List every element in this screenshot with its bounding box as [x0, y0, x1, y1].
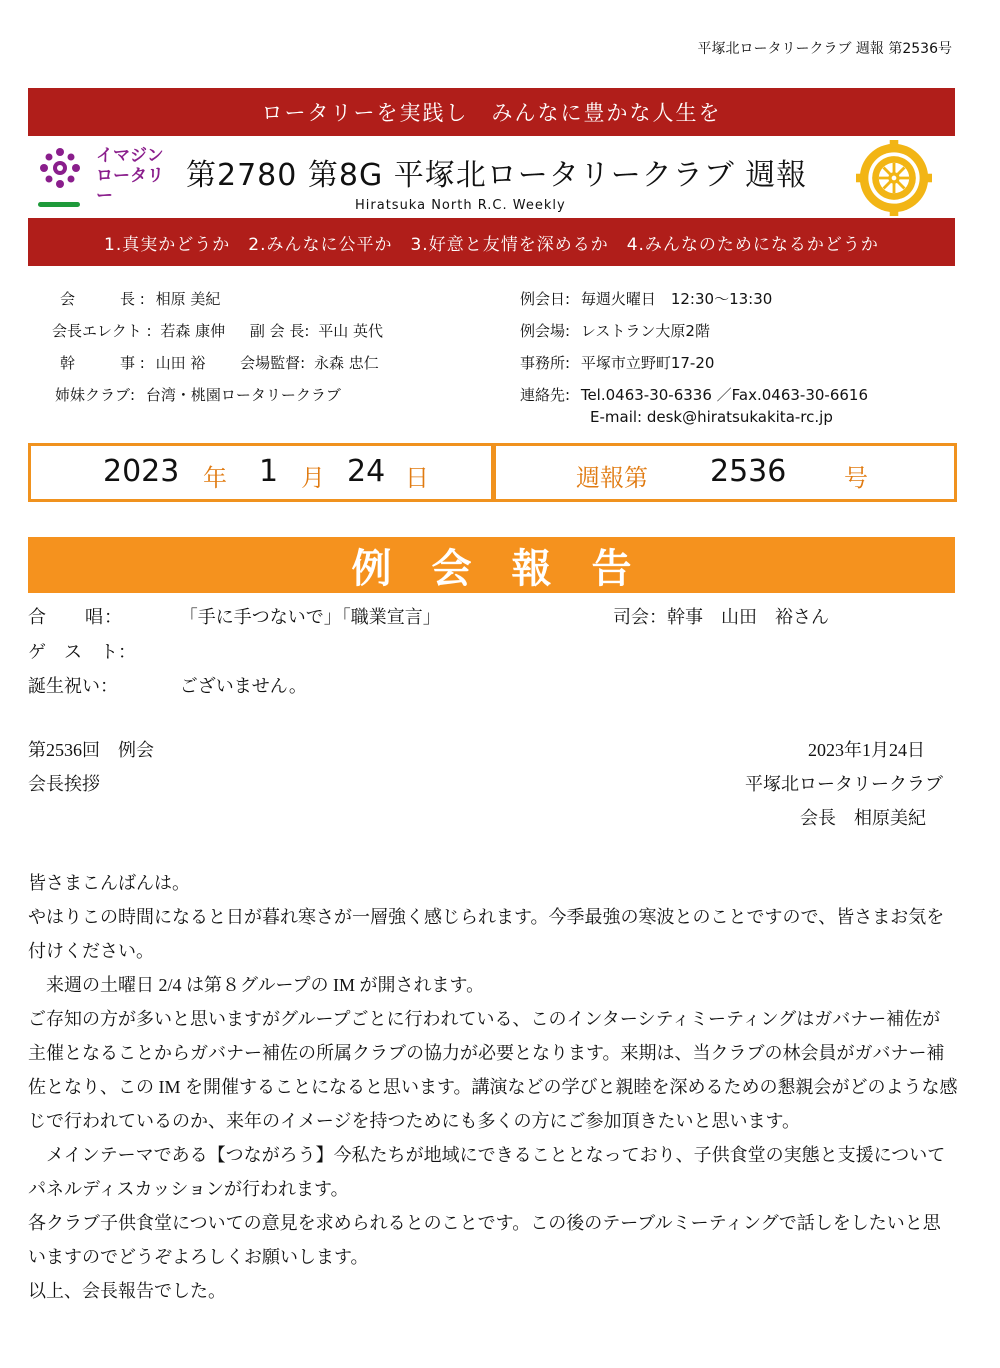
issue-day: 24 — [347, 454, 386, 489]
meeting-number: 第2536回 例会 — [28, 740, 154, 760]
officer-elect — [52, 320, 383, 341]
meeting-day — [520, 288, 772, 309]
issue-year-unit: 年 — [203, 464, 227, 492]
officer-sister-club — [55, 384, 341, 405]
birthday-row — [28, 672, 307, 698]
meeting-label: 連絡先: — [520, 386, 571, 404]
issue-number-label: 週報第 — [576, 464, 648, 492]
meeting-value: レストラン大原2階 — [580, 322, 710, 340]
greeting-paragraph: やはりこの時間になると日が暮れ寒さが一層強く感じられます。今季最強の寒波とのことですので、皆さまお気を付けください。 — [28, 907, 945, 961]
officer-label: 姉妹クラブ: — [55, 386, 136, 404]
greeting-title: 会長挨拶 — [28, 774, 100, 794]
four-way-test-band — [28, 218, 955, 266]
meeting-venue — [520, 320, 710, 341]
issue-header-text: 平塚北ロータリークラブ 週報 第2536号 — [697, 41, 952, 57]
guest-row — [28, 638, 136, 664]
officer-label: 会 長 : — [60, 290, 145, 308]
meeting-contact — [520, 384, 868, 405]
greeting-speaker: 会長 相原美紀 — [800, 808, 926, 828]
greeting-paragraph: 皆さまこんばんは。 — [28, 873, 190, 893]
issue-day-unit: 日 — [405, 464, 429, 492]
meeting-report-title: 例会報告 — [351, 545, 672, 592]
newsletter-subtitle: Hiratsuka North R.C. Weekly — [355, 198, 566, 213]
officer-label: 会場監督: — [240, 354, 306, 372]
greeting-body — [28, 866, 958, 1308]
meeting-label: 例会場: — [520, 322, 571, 340]
chorus-row — [28, 603, 441, 629]
issue-number: 2536 — [710, 454, 787, 489]
issue-year: 2023 — [103, 454, 180, 489]
four-way-test-text: 1.真実かどうか 2.みんなに公平か 3.好意と友情を深めるか 4.みんなのためになるかどうか — [104, 234, 879, 255]
greeting-paragraph: 以上、会長報告でした。 — [28, 1281, 226, 1301]
chorus-value: 「手に手つないで」「職業宣言」 — [179, 607, 441, 627]
slogan-band — [28, 88, 955, 136]
officer-value: 永森 忠仁 — [314, 354, 379, 372]
officer-label: 会長エレクト : — [52, 322, 152, 340]
officer-value: 若森 康伸 — [160, 322, 226, 340]
imagine-rotary-logo — [38, 140, 178, 212]
officer-label: 副 会 長: — [249, 322, 310, 340]
birthday-value: ございません。 — [179, 676, 307, 696]
officer-president — [60, 288, 220, 309]
greeting-paragraph: 来週の土曜日 2/4 は第８グループの IM が開されます。 — [28, 975, 485, 995]
guest-label: ゲ ス ト： — [28, 642, 136, 663]
meeting-value: 毎週火曜日 12:30〜13:30 — [580, 290, 773, 308]
greeting-paragraph: ご存知の方が多いと思いますがグループごとに行われている、このインターシティミーティングはガバナー補佐が主催となることからガバナー補佐の所属クラブの協力が必要となります。来期は、当クラブの林会員がガバナー補佐となり、この IM を開催することになると思います。講演などの学びと親睦を深めるための懇親会がどのような感じで行われているのか、来年のイメージを持つためにも多くの方にご参加頂きたいと思います。 — [28, 1009, 958, 1131]
chorus-label: 合 唱： — [28, 607, 123, 628]
newsletter-title: 第2780 第8G 平塚北ロータリークラブ 週報 — [186, 158, 808, 193]
issue-month: 1 — [259, 454, 279, 489]
issue-date-box — [28, 443, 494, 502]
issue-number-box — [493, 443, 957, 502]
meeting-value: Tel.0463-30-6336 ／Fax.0463-30-6616 — [580, 386, 868, 404]
greeting-club: 平塚北ロータリークラブ — [745, 774, 943, 794]
meeting-value: 平塚市立野町17-20 — [580, 354, 715, 372]
greeting-paragraph: 各クラブ子供食堂についての意見を求められるとのことです。この後のテーブルミーティングで話しをしたいと思いますのでどうぞよろしくお願いします。 — [28, 1213, 941, 1267]
rotary-wheel-icon — [856, 140, 932, 216]
meeting-email: E-mail: desk@hiratsukakita-rc.jp — [590, 408, 833, 426]
greeting-date: 2023年1月24日 — [808, 740, 925, 760]
issue-number-unit: 号 — [844, 464, 868, 492]
officer-value: 山田 裕 — [155, 354, 206, 372]
greeting-paragraph: メインテーマである【つながろう】今私たちが地域にできることとなっており、子供食堂の実態と支援についてパネルディスカッションが行われます。 — [28, 1145, 946, 1199]
meeting-report-banner — [28, 537, 955, 593]
imagine-flower-icon — [38, 146, 98, 206]
officer-label: 幹 事 : — [60, 354, 145, 372]
mc-text: 司会：幹事 山田 裕さん — [613, 607, 829, 627]
officer-value: 相原 美紀 — [155, 290, 221, 308]
imagine-underline — [38, 202, 80, 207]
imagine-logo-text: イマジン ロータリー — [96, 146, 164, 206]
birthday-label: 誕生祝い： — [28, 676, 118, 697]
officer-secretary — [60, 352, 379, 373]
meeting-label: 事務所: — [520, 354, 571, 372]
slogan-text: ロータリーを実践し みんなに豊かな人生を — [261, 101, 722, 125]
officer-value: 台湾・桃園ロータリークラブ — [145, 386, 341, 404]
meeting-office — [520, 352, 714, 373]
meeting-label: 例会日: — [520, 290, 571, 308]
officer-value: 平山 英代 — [318, 322, 384, 340]
issue-month-unit: 月 — [301, 464, 325, 492]
